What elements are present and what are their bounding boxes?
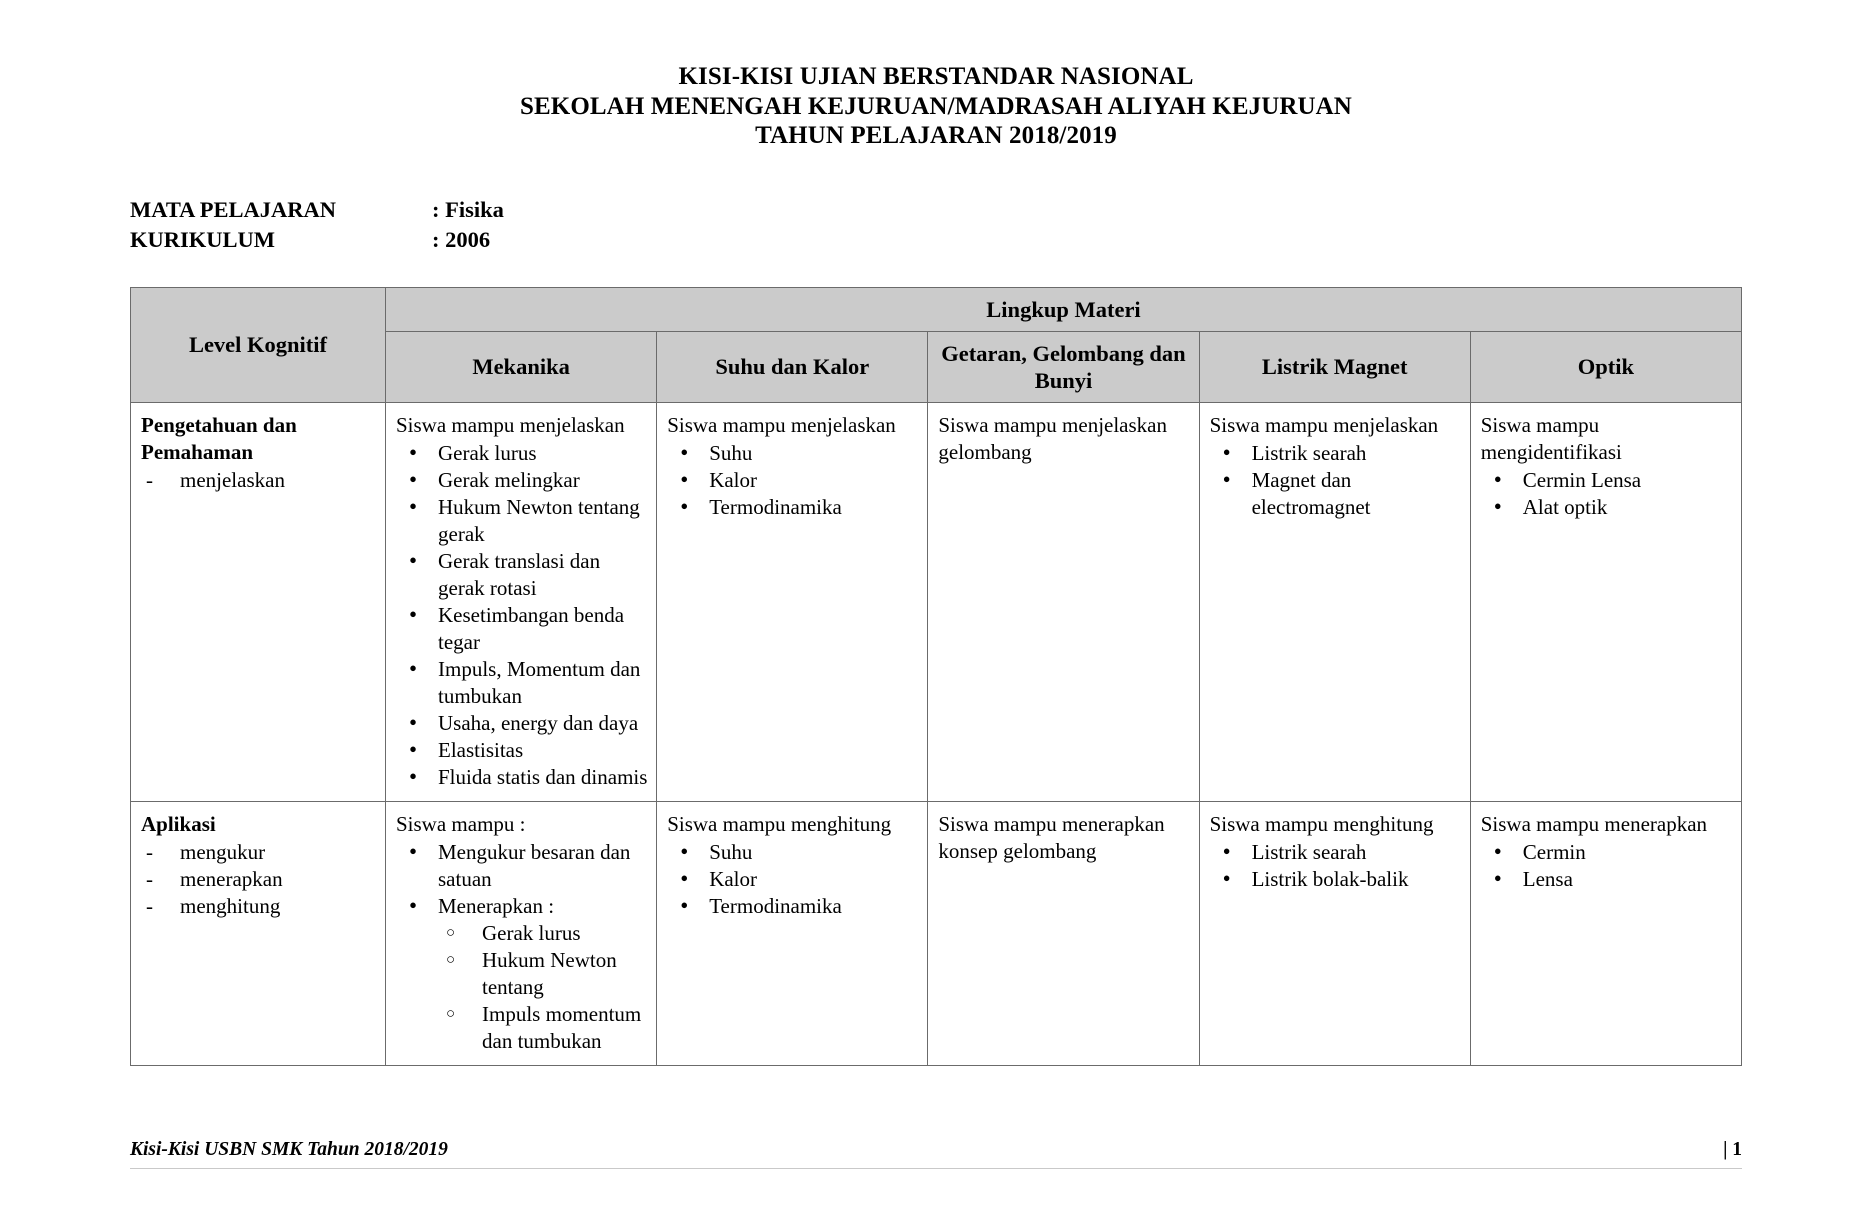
meta-label-kurikulum: KURIKULUM xyxy=(130,226,275,252)
list-item: - mengukur xyxy=(141,839,377,866)
header-optik: Optik xyxy=(1470,331,1741,402)
list-item: • Termodinamika xyxy=(667,893,919,920)
cell-level-pengetahuan xyxy=(131,402,386,801)
cell-getaran-aplikasi xyxy=(928,801,1199,1065)
table-row xyxy=(131,801,1742,1065)
table-header-row-1 xyxy=(131,287,1742,331)
level-title: Aplikasi xyxy=(141,811,216,836)
footer-page-number: | 1 xyxy=(1723,1139,1742,1160)
list-item: • Kesetimbangan benda tegar xyxy=(396,602,648,656)
list-item: ○ Impuls momentum dan tumbukan xyxy=(438,1001,648,1055)
kisi-kisi-table xyxy=(130,287,1742,1066)
list-item: - menjelaskan xyxy=(141,467,377,494)
document-meta xyxy=(130,195,1742,255)
footer-text: Kisi-Kisi USBN SMK Tahun 2018/2019 xyxy=(130,1139,448,1160)
cell-lead-text: Siswa mampu menjelaskan gelombang xyxy=(938,412,1167,464)
meta-label-mata-pelajaran: MATA PELAJARAN xyxy=(130,196,337,222)
cell-lead-text: Siswa mampu menjelaskan xyxy=(1209,412,1439,437)
list-item: • Suhu xyxy=(667,440,919,467)
bullet-list xyxy=(1210,440,1462,521)
header-listrik-magnet: Listrik Magnet xyxy=(1199,331,1470,402)
bullet-list xyxy=(667,440,919,521)
list-item: • Usaha, energy dan daya xyxy=(396,710,648,737)
list-item: • Cermin Lensa xyxy=(1481,467,1733,494)
level-dash-list xyxy=(141,467,377,494)
meta-row-kurikulum xyxy=(130,225,1742,255)
title-line-1: KISI-KISI UJIAN BERSTANDAR NASIONAL xyxy=(678,63,1194,90)
list-item: • Impuls, Momentum dan tumbukan xyxy=(396,656,648,710)
list-item: • Listrik searah xyxy=(1210,839,1462,866)
bullet-list xyxy=(1481,467,1733,521)
cell-lead-text: Siswa mampu menerapkan konsep gelombang xyxy=(938,811,1165,863)
header-mekanika: Mekanika xyxy=(386,331,657,402)
list-item: • Listrik bolak-balik xyxy=(1210,866,1462,893)
list-item: - menerapkan xyxy=(141,866,377,893)
header-suhu-dan-kalor: Suhu dan Kalor xyxy=(657,331,928,402)
list-item: ○ Hukum Newton tentang xyxy=(438,947,648,1001)
table-body xyxy=(131,402,1742,1065)
level-title: Pengetahuan dan Pemahaman xyxy=(141,412,297,464)
cell-lead-text: Siswa mampu menerapkan xyxy=(1480,811,1708,836)
header-level-kognitif: Level Kognitif xyxy=(131,287,386,402)
bullet-list xyxy=(667,839,919,920)
footer-content xyxy=(130,1139,1742,1168)
list-item: • Lensa xyxy=(1481,866,1733,893)
list-item: • Elastisitas xyxy=(396,737,648,764)
list-item: ○ Gerak lurus xyxy=(438,920,648,947)
list-item: - menghitung xyxy=(141,893,377,920)
sub-bullet-list xyxy=(438,920,648,1055)
meta-value-kurikulum: : 2006 xyxy=(432,226,491,252)
header-getaran-gelombang-dan-bunyi: Getaran, Gelombang dan Bunyi xyxy=(928,331,1199,402)
cell-listrik-aplikasi xyxy=(1199,801,1470,1065)
cell-suhu-aplikasi xyxy=(657,801,928,1065)
bullet-list xyxy=(396,839,648,920)
cell-lead-text: Siswa mampu menghitung xyxy=(667,811,892,836)
list-item: • Magnet dan electromagnet xyxy=(1210,467,1462,521)
bullet-list xyxy=(1481,839,1733,893)
cell-lead-text: Siswa mampu menghitung xyxy=(1209,811,1434,836)
title-line-3: TAHUN PELAJARAN 2018/2019 xyxy=(755,122,1117,149)
list-item: • Kalor xyxy=(667,467,919,494)
cell-getaran-pengetahuan xyxy=(928,402,1199,801)
list-item: • Fluida statis dan dinamis xyxy=(396,764,648,791)
list-item: • Menerapkan : xyxy=(396,893,648,920)
list-item: • Gerak melingkar xyxy=(396,467,648,494)
cell-optik-pengetahuan xyxy=(1470,402,1741,801)
cell-lead-text: Siswa mampu : xyxy=(396,811,526,836)
list-item: • Alat optik xyxy=(1481,494,1733,521)
table-header xyxy=(131,287,1742,402)
list-item: • Suhu xyxy=(667,839,919,866)
bullet-list xyxy=(1210,839,1462,893)
cell-mekanika-pengetahuan xyxy=(386,402,657,801)
list-item: • Gerak lurus xyxy=(396,440,648,467)
cell-lead-text: Siswa mampu menjelaskan xyxy=(396,412,625,437)
document-title xyxy=(130,0,1742,151)
cell-level-aplikasi xyxy=(131,801,386,1065)
cell-lead-text: Siswa mampu mengidentifikasi xyxy=(1480,412,1622,464)
cell-mekanika-aplikasi xyxy=(386,801,657,1065)
cell-optik-aplikasi xyxy=(1470,801,1741,1065)
meta-value-mata-pelajaran: : Fisika xyxy=(432,196,504,222)
footer-divider xyxy=(130,1168,1742,1169)
header-lingkup-materi: Lingkup Materi xyxy=(386,287,1742,331)
cell-listrik-pengetahuan xyxy=(1199,402,1470,801)
page-footer xyxy=(130,1139,1742,1169)
title-line-2: SEKOLAH MENENGAH KEJURUAN/MADRASAH ALIYAH KEJURUAN xyxy=(520,92,1352,120)
list-item: • Gerak translasi dan gerak rotasi xyxy=(396,548,648,602)
meta-row-mata-pelajaran xyxy=(130,195,1742,225)
table-row xyxy=(131,402,1742,801)
bullet-list xyxy=(396,440,648,791)
list-item: • Termodinamika xyxy=(667,494,919,521)
cell-suhu-pengetahuan xyxy=(657,402,928,801)
list-item: • Listrik searah xyxy=(1210,440,1462,467)
list-item: • Cermin xyxy=(1481,839,1733,866)
list-item: • Kalor xyxy=(667,866,919,893)
cell-lead-text: Siswa mampu menjelaskan xyxy=(667,412,896,437)
list-item: • Mengukur besaran dan satuan xyxy=(396,839,648,893)
list-item: • Hukum Newton tentang gerak xyxy=(396,494,648,548)
level-dash-list xyxy=(141,839,377,920)
